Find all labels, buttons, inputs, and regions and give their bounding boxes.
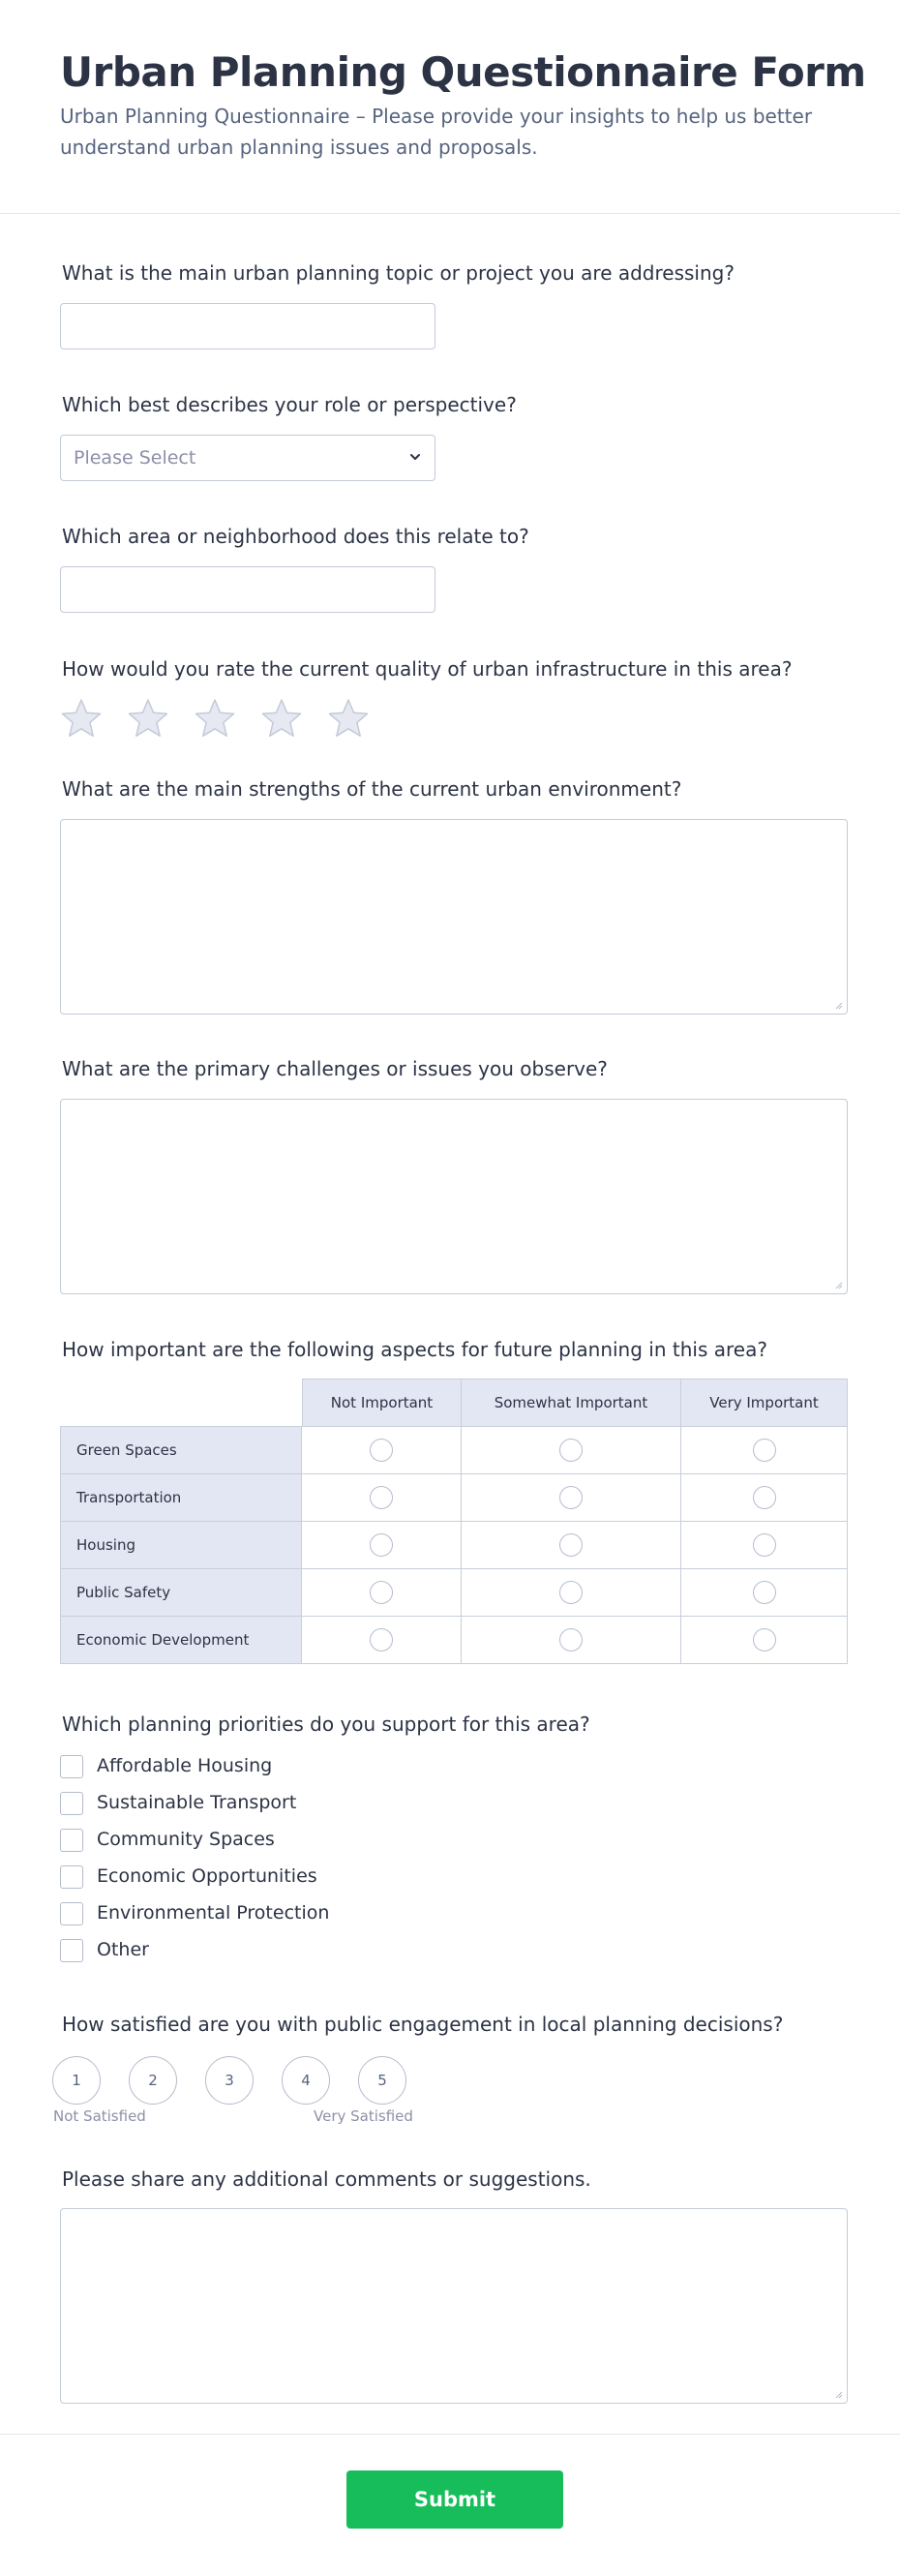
- matrix-radio[interactable]: [753, 1533, 776, 1557]
- checkbox-label: Other: [97, 1939, 149, 1960]
- question-area-label: Which area or neighborhood does this relate to?: [62, 525, 529, 548]
- checkbox[interactable]: [60, 1865, 83, 1889]
- matrix-cell: [461, 1616, 681, 1664]
- matrix-cell: [301, 1473, 462, 1522]
- checkbox-label: Sustainable Transport: [97, 1792, 297, 1813]
- question-rating-label: How would you rate the current quality of urban infrastructure in this area?: [62, 657, 793, 681]
- checkbox[interactable]: [60, 1939, 83, 1962]
- matrix-radio[interactable]: [753, 1581, 776, 1604]
- matrix-radio[interactable]: [753, 1439, 776, 1462]
- matrix-radio[interactable]: [753, 1486, 776, 1509]
- star-icon[interactable]: [260, 697, 303, 740]
- scale-option-2[interactable]: 2: [129, 2056, 177, 2105]
- matrix-radio[interactable]: [370, 1486, 393, 1509]
- role-select[interactable]: [60, 435, 435, 481]
- matrix-cell: [301, 1568, 462, 1617]
- comments-textarea[interactable]: [60, 2208, 848, 2404]
- question-comments-label: Please share any additional comments or suggestions.: [62, 2167, 591, 2191]
- matrix-radio[interactable]: [559, 1533, 583, 1557]
- matrix-cell: [680, 1473, 848, 1522]
- scale-option-3[interactable]: 3: [205, 2056, 254, 2105]
- checkbox-option[interactable]: [60, 1900, 447, 1927]
- matrix-cell: [680, 1521, 848, 1569]
- resize-handle-icon[interactable]: [833, 2389, 843, 2399]
- star-icon[interactable]: [127, 697, 169, 740]
- matrix-column-header: Not Important: [302, 1379, 462, 1427]
- matrix-row-label: Green Spaces: [60, 1426, 302, 1474]
- matrix-row-label: Housing: [60, 1521, 302, 1569]
- challenges-textarea[interactable]: [60, 1099, 848, 1294]
- checkbox-option[interactable]: [60, 1937, 447, 1964]
- chevron-down-icon: [407, 449, 423, 465]
- question-topic-label: What is the main urban planning topic or project you are addressing?: [62, 261, 735, 285]
- question-importance-label: How important are the following aspects for future planning in this area?: [62, 1338, 767, 1361]
- question-strengths-label: What are the main strengths of the current urban environment?: [62, 777, 682, 801]
- checkbox-option[interactable]: [60, 1827, 447, 1854]
- question-satisfaction-label: How satisfied are you with public engagement in local planning decisions?: [62, 2013, 784, 2036]
- form-title: Urban Planning Questionnaire Form: [60, 48, 866, 96]
- topic-input[interactable]: [60, 303, 435, 349]
- matrix-cell: [461, 1521, 681, 1569]
- scale-min-label: Not Satisfied: [53, 2107, 146, 2125]
- matrix-radio[interactable]: [370, 1439, 393, 1462]
- matrix-cell: [680, 1426, 848, 1474]
- checkbox-option[interactable]: [60, 1790, 447, 1817]
- matrix-cell: [461, 1473, 681, 1522]
- scale-option-4[interactable]: 4: [282, 2056, 330, 2105]
- strengths-textarea[interactable]: [60, 819, 848, 1015]
- matrix-row-label: Public Safety: [60, 1568, 302, 1617]
- resize-handle-icon[interactable]: [833, 1000, 843, 1010]
- star-icon[interactable]: [60, 697, 103, 740]
- checkbox-label: Community Spaces: [97, 1829, 275, 1850]
- submit-button[interactable]: Submit: [346, 2470, 563, 2529]
- matrix-row-label: Transportation: [60, 1473, 302, 1522]
- checkbox[interactable]: [60, 1755, 83, 1778]
- importance-matrix: [60, 1379, 848, 1670]
- matrix-cell: [680, 1568, 848, 1617]
- matrix-radio[interactable]: [559, 1486, 583, 1509]
- form-header: [0, 0, 900, 214]
- checkbox-option[interactable]: [60, 1864, 447, 1891]
- matrix-column-header: Very Important: [680, 1379, 848, 1427]
- question-role-label: Which best describes your role or perspective?: [62, 393, 517, 416]
- scale-option-5[interactable]: 5: [358, 2056, 406, 2105]
- checkbox[interactable]: [60, 1792, 83, 1815]
- matrix-cell: [461, 1426, 681, 1474]
- scale-max-label: Very Satisfied: [314, 2107, 413, 2125]
- area-input[interactable]: [60, 566, 435, 613]
- matrix-column-header: Somewhat Important: [461, 1379, 681, 1427]
- matrix-row-label: Economic Development: [60, 1616, 302, 1664]
- star-rating: [60, 697, 370, 740]
- form-subtitle: Urban Planning Questionnaire – Please provide your insights to help us better understand urban planning issues and proposals.: [60, 105, 813, 159]
- checkbox-option[interactable]: [60, 1753, 447, 1780]
- scale-option-1[interactable]: 1: [52, 2056, 101, 2105]
- matrix-cell: [461, 1568, 681, 1617]
- matrix-radio[interactable]: [559, 1581, 583, 1604]
- matrix-cell: [301, 1521, 462, 1569]
- checkbox[interactable]: [60, 1902, 83, 1925]
- matrix-radio[interactable]: [753, 1628, 776, 1652]
- matrix-radio[interactable]: [559, 1628, 583, 1652]
- role-select-placeholder: Please Select: [74, 447, 196, 469]
- question-priorities-label: Which planning priorities do you support for this area?: [62, 1712, 590, 1736]
- matrix-cell: [301, 1426, 462, 1474]
- matrix-cell: [680, 1616, 848, 1664]
- matrix-cell: [301, 1616, 462, 1664]
- matrix-radio[interactable]: [370, 1533, 393, 1557]
- question-challenges-label: What are the primary challenges or issues you observe?: [62, 1057, 608, 1080]
- matrix-radio[interactable]: [559, 1439, 583, 1462]
- matrix-radio[interactable]: [370, 1628, 393, 1652]
- checkbox-label: Economic Opportunities: [97, 1865, 317, 1887]
- checkbox-label: Affordable Housing: [97, 1755, 273, 1776]
- checkbox-label: Environmental Protection: [97, 1902, 330, 1924]
- star-icon[interactable]: [194, 697, 236, 740]
- resize-handle-icon[interactable]: [833, 1280, 843, 1289]
- star-icon[interactable]: [327, 697, 370, 740]
- checkbox[interactable]: [60, 1829, 83, 1852]
- matrix-radio[interactable]: [370, 1581, 393, 1604]
